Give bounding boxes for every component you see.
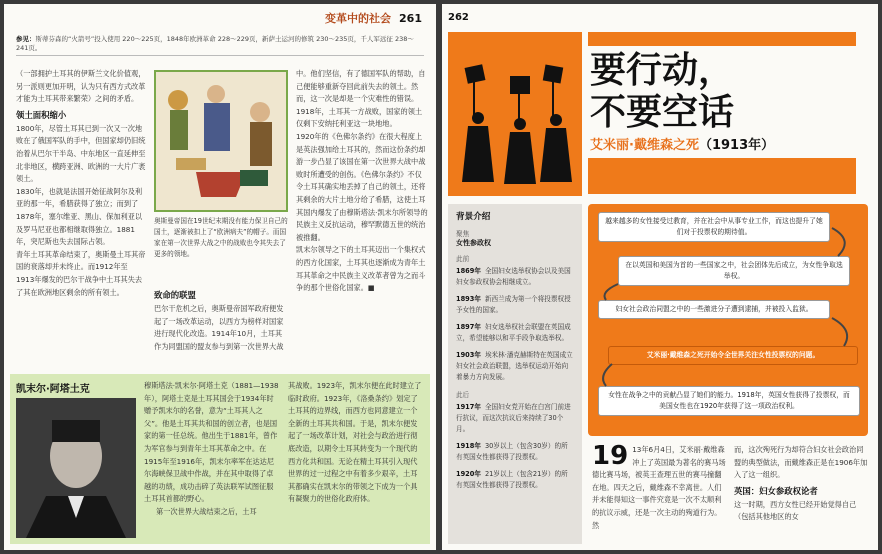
bio-text-1: 穆斯塔法·凯末尔·阿塔土克（1881—1938年），阿塔土克是土耳其国会于1934年时赠予凯末尔的名誉，意为“土耳其人之父”。他是土耳其共和国的创立者，也是国家的第一任总统。他出生于1881年，曾作为军官参与到青年土耳其革命之中。在1915年至1916年，凯末尔率军在达达尼尔海峡保卫战中作战，并在其中取得了卓越的功绩，成功击碎了英法联军试图征服土耳其首都的野心。 [144, 381, 279, 504]
after-event [456, 469, 574, 491]
event-year: 1918年 [456, 442, 481, 450]
event-year: 1903年 [456, 351, 481, 359]
before-event [456, 350, 574, 383]
flow-step-4-highlight: 艾米丽·戴维森之死开始令全世界关注女性投票权的问题。 [608, 346, 858, 365]
bio-column-1 [144, 380, 280, 519]
col3-paragraph-2: 1920年的《色佛尔条约》在很大程度上是英法强加给土耳其的，然而这份条约却游一步凸显了该国在第一次世界大战中战败时所遭受的创伤。《色佛尔条约》不仅令土耳其确实地丢掉了自己的领土，还将其剩余的大片土地分给了希腊，这使土耳其国内爆发了由穆斯塔法·凯末尔所领导的民族主义反抗运动，穆罕默德五世的统治被推翻。 [296, 131, 428, 242]
event-year: 1920年 [456, 470, 481, 478]
focus-label: 聚焦 [456, 230, 470, 238]
cause-flowchart [588, 204, 868, 436]
bio-column-2 [288, 380, 424, 506]
event-text: 埃米林·潘克赫斯特在英国成立妇女社会政治联盟，选举权运动开始向着暴力方向发展。 [456, 351, 573, 381]
col3-paragraph-3: 凯末尔领导之下的土耳其迈出一个集权式的西方化国家，土耳其也逐渐成为青年土耳其革命之中民族主义改革者曾为之而斗争的那个世俗化国家。■ [296, 245, 426, 293]
event-text: 妇女选举权社会联盟在英国成立，希望能够以和平手段争取选举权。 [456, 323, 571, 342]
cartoon-art-icon [156, 72, 286, 210]
cross-reference [16, 34, 424, 56]
chapter-subtitle [590, 134, 774, 153]
left-page [4, 4, 436, 550]
xref-label: 参见： [16, 35, 36, 43]
col1-paragraph-3: 青年土耳其革命结束了，奥斯曼土耳其帝国的衰落却并未终止。而1912年至1913年爆发的巴尔干战争中土耳其失去了其在欧洲地区剩余的所有领土。 [16, 249, 146, 297]
col2-heading: 致命的联盟 [154, 290, 196, 300]
after-event [456, 441, 574, 463]
event-text: 全国妇女选举权协会以及美国妇女参政权协会相继成立。 [456, 267, 571, 286]
left-column-3 [296, 68, 428, 295]
col2-paragraph-1: 巴尔干危机之后，奥斯曼帝国军政府便发起了一场改革运动，以西方为榜样对国家进行现代化改造。1914年10月，土耳其作为同盟国的盟友参与到第一次世界大战 [154, 304, 284, 351]
bio-text-2: 其战败。1923年，凯末尔便在此时建立了临时政府。1923年，《洛桑条约》划定了土耳其的边界线，而西方也同意建立一个全新的土耳其共和国。于是，凯末尔便发起了一场改革计划，对社会与政治进行彻底改造，以期令土耳其转变为一个现代的西方化共和国。无论在精土耳其引入现代世界的过一过程之中有着多少艰辛，土耳其都确实在凯末尔的带领之下成为一个具有凝聚力的世俗化政府体。 [288, 381, 422, 504]
bio-text-1-end: 第一次世界大战结束之后，土耳 [156, 506, 257, 516]
suffragette-illustration [448, 32, 582, 196]
body-column-2 [734, 444, 870, 524]
event-year: 1897年 [456, 323, 481, 331]
body-column-1 [592, 441, 726, 532]
portrait-photo [16, 398, 136, 538]
page-number-left: 261 [399, 12, 422, 25]
page-number-right: 262 [448, 12, 469, 23]
flow-step-3: 妇女社会政治同盟之中的一些激进分子遭到逮捕，并被投入监狱。 [598, 300, 830, 319]
body-paragraph-2: 而，这次殉死行为却符合妇女社会政治同盟的典型做法，而戴维森正是在1906年加入了这一组织。 [734, 445, 868, 480]
col1-paragraph-1: 1800年，尽管土耳其已到一次又一次地败在了俄国军队的手中，但国家却仍旧统治着从巴尔干半岛、中东地区一直延伸至北非地区，横跨亚洲、欧洲的一大片广袤领土。 [16, 123, 146, 184]
events-after-list [456, 402, 574, 491]
title-line-1: 要行动， [590, 50, 735, 91]
body-paragraph-3: 这一时期，西方女性已经开始觉得自己（包括其他地区的女 [734, 499, 857, 522]
event-year: 1917年 [456, 403, 481, 411]
sidebar-heading: 背景介绍 [456, 212, 491, 222]
running-head [325, 10, 422, 26]
suffragettes-icon [448, 32, 582, 196]
event-year: 1869年 [456, 267, 481, 275]
drop-cap: 19 [592, 441, 629, 471]
body-paragraph-1 [592, 441, 726, 532]
flow-arrows-icon [588, 204, 868, 436]
portrait-icon [16, 398, 136, 538]
left-column-2 [154, 286, 288, 353]
after-event [456, 402, 574, 435]
event-text: 21岁以上（包含21岁）的所有英国女性都获得了投票权。 [456, 470, 568, 489]
col1-intro: （一部拥护土耳其的伊斯兰文化价值观，另一派则更加开明，认为只有西方式改革才能为土耳其带来繁荣）之间的矛盾。 [16, 69, 146, 104]
body-heading: 英国：妇女参政权论者 [734, 485, 818, 496]
before-event [456, 294, 574, 316]
orange-stripe-bottom [588, 158, 856, 194]
before-event [456, 322, 574, 344]
body-text-1: 13年6月4日，艾米丽·戴维森冲上了英国最为著名的赛马场德比赛马场，被英王查理五世的赛马撞翻在地。四天之后，戴维森不幸离世。人们并未能得知这一事件究竟是一次不太顺利的抗议示威，还是一次主动的殉道行为。然 [592, 445, 726, 530]
right-page [442, 4, 878, 550]
orange-stripe-top [588, 32, 856, 46]
focus-value: 女性参政权 [456, 239, 491, 247]
title-line-2: 不要空话 [590, 92, 735, 133]
subtitle-name: 艾米丽·戴维森之死 [590, 138, 699, 153]
event-year: 1893年 [456, 295, 481, 303]
col1-paragraph-2: 1830年，也就是法国开始征战阿尔及利亚的那一年，希腊获得了独立；而到了1878年，塞尔维亚、黑山、保加利亚以及罗马尼亚也都相继取得独立。1881年，突尼斯也失去国际占领。 [16, 186, 143, 247]
event-text: 30岁以上（包含30岁）的所有英国女性都获得了投票权。 [456, 442, 568, 461]
chapter-title [590, 50, 734, 134]
left-column-1 [16, 68, 146, 299]
before-label: 此前 [456, 255, 470, 263]
subtitle-year: （1913年） [698, 138, 775, 153]
xref-text: 斯蒂芬森的“火箭号”投入使用 220～225页，1848年欧洲革命 228～229页，新萨土运河的修筑 230～235页，千人军远征 238～241页。 [16, 35, 414, 52]
cartoon-caption: 奥斯曼帝国在19世纪末期没有能力保卫自己的国土，逐渐被扣上了“欧洲病夫”的帽子。而国家在第一次世界大战之中的战败也令其失去了更多的领地。 [154, 217, 288, 258]
col3-paragraph-1: 中。他们坚信，有了德国军队的帮助，自己便能够重新夺回此前失去的领土。然而，这一次是却是一个灾难性的错误。1918年，土耳其一方战败，国家的领土仅剩下安纳托利亚这一块地地。 [296, 69, 426, 129]
col1-heading: 领土面积缩小 [16, 109, 67, 120]
events-before-list [456, 266, 574, 383]
biography-box [10, 374, 430, 544]
cartoon-illustration [154, 70, 288, 212]
flow-step-2: 在以英国和美国为首的一些国家之中，社会团体先后成立，为女性争取选举权。 [618, 256, 850, 286]
flow-step-1: 越来越多的女性接受过教育，并在社会中从事专业工作，而这也提升了她们对于投票权的期待值。 [598, 212, 830, 242]
bio-title: 凯末尔·阿塔土克 [16, 384, 90, 395]
before-event [456, 266, 574, 288]
event-text: 新西兰成为第一个将投票权授予女性的国家。 [456, 295, 571, 314]
flow-step-5: 女性在战争之中的贡献凸显了她们的能力。1918年，英国女性获得了投票权，而美国女性也在1920年获得了这一项政治权利。 [598, 386, 860, 416]
background-sidebar [448, 204, 582, 544]
event-text: 全国妇女党开始在白宫门前进行抗议，而这次抗议后来持续了30个月。 [456, 403, 571, 433]
after-label: 此后 [456, 391, 470, 399]
running-head-text: 变革中的社会 [325, 12, 392, 25]
